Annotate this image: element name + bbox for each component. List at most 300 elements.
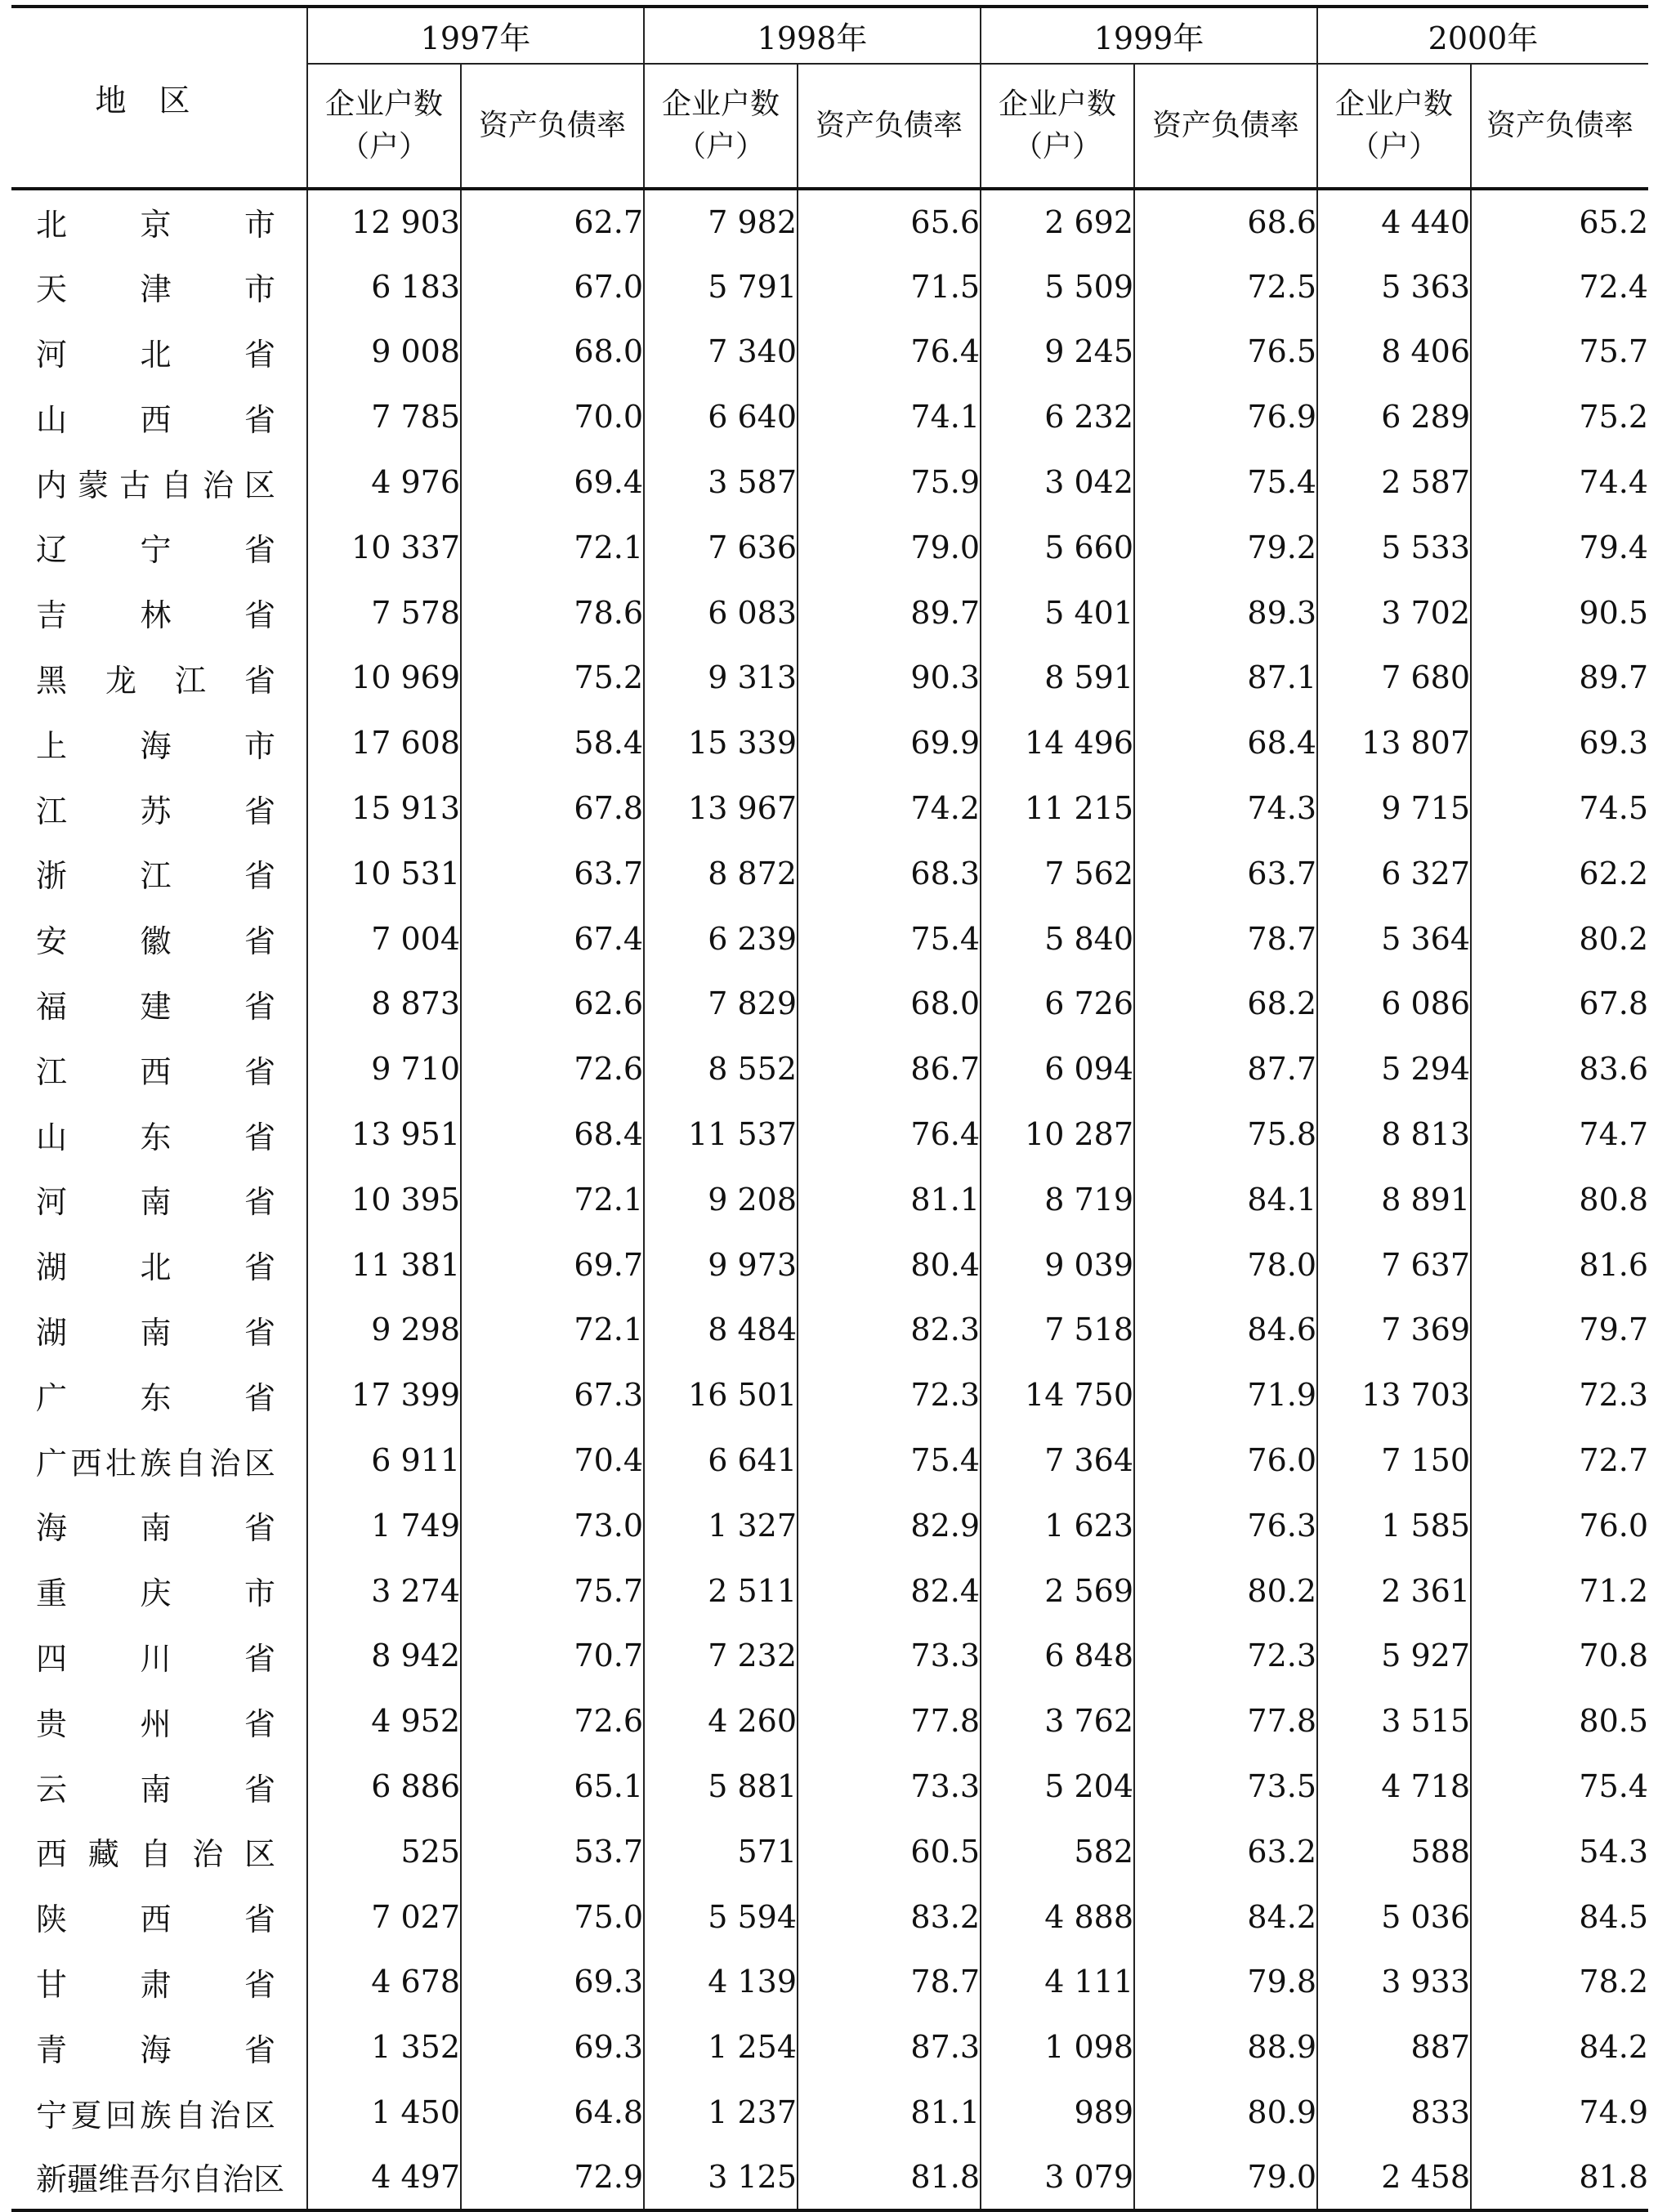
enterprise-count-cell: 7 364: [981, 1428, 1134, 1493]
debt-ratio-cell: 87.1: [1134, 646, 1317, 711]
debt-ratio-cell: 74.2: [798, 775, 981, 841]
enterprise-count-cell: 833: [1317, 2080, 1471, 2145]
region-cell: [11, 449, 307, 515]
debt-ratio-cell: 72.1: [461, 1298, 644, 1363]
debt-ratio-cell: 75.4: [798, 1428, 981, 1493]
enterprise-count-cell: 4 718: [1317, 1754, 1471, 1819]
enterprise-count-cell: 6 640: [644, 384, 798, 449]
region-name: 甘 肃 省: [36, 1966, 275, 2003]
enterprise-count-cell: 8 591: [981, 646, 1134, 711]
enterprise-count-cell: 6 094: [981, 1036, 1134, 1102]
debt-ratio-cell: 69.3: [461, 2014, 644, 2080]
table-row: [11, 841, 1648, 906]
debt-ratio-cell: 75.7: [1471, 320, 1648, 385]
debt-ratio-cell: 89.7: [1471, 646, 1648, 711]
enterprise-count-cell: 6 848: [981, 1624, 1134, 1689]
enterprise-count-cell: 5 660: [981, 515, 1134, 580]
debt-ratio-cell: 75.2: [1471, 384, 1648, 449]
enterprise-count-cell: 7 578: [307, 580, 461, 646]
table-row: [11, 1298, 1648, 1363]
enterprise-count-cell: 4 440: [1317, 189, 1471, 254]
table-row: [11, 1428, 1648, 1493]
enterprise-count-cell: 6 083: [644, 580, 798, 646]
enterprise-count-cell: 9 973: [644, 1232, 798, 1298]
year-header-2000: 2000年: [1317, 7, 1648, 64]
table-row: [11, 189, 1648, 254]
debt-ratio-cell: 73.5: [1134, 1754, 1317, 1819]
debt-ratio-cell: 75.4: [1471, 1754, 1648, 1819]
table-row: [11, 254, 1648, 320]
debt-ratio-cell: 73.3: [798, 1754, 981, 1819]
region-cell: [11, 1036, 307, 1102]
debt-ratio-cell: 74.4: [1471, 449, 1648, 515]
region-cell: [11, 320, 307, 385]
enterprise-count-cell: 6 183: [307, 254, 461, 320]
region-cell: [11, 1754, 307, 1819]
enterprise-count-cell: 6 327: [1317, 841, 1471, 906]
debt-ratio-cell: 78.6: [461, 580, 644, 646]
region-cell: [11, 189, 307, 254]
region-cell: [11, 972, 307, 1037]
enterprise-count-cell: 7 004: [307, 906, 461, 972]
enterprise-count-cell: 9 008: [307, 320, 461, 385]
region-cell: [11, 2145, 307, 2210]
debt-ratio-cell: 68.2: [1134, 972, 1317, 1037]
enterprise-count-cell: 5 881: [644, 1754, 798, 1819]
enterprise-count-cell: 571: [644, 1819, 798, 1884]
debt-ratio-cell: 75.2: [461, 646, 644, 711]
region-name: 山 东 省: [36, 1119, 275, 1155]
debt-ratio-cell: 74.9: [1471, 2080, 1648, 2145]
debt-ratio-cell: 80.2: [1134, 1558, 1317, 1624]
debt-ratio-cell: 69.4: [461, 449, 644, 515]
rate-header: 资产负债率: [798, 64, 981, 189]
table-row: [11, 2145, 1648, 2210]
debt-ratio-cell: 82.3: [798, 1298, 981, 1363]
debt-ratio-cell: 84.2: [1471, 2014, 1648, 2080]
region-cell: [11, 775, 307, 841]
region-cell: [11, 1688, 307, 1754]
debt-ratio-cell: 81.1: [798, 2080, 981, 2145]
region-name: 重 庆 市: [36, 1575, 275, 1612]
enterprise-count-cell: 8 719: [981, 1167, 1134, 1232]
enterprise-count-cell: 2 361: [1317, 1558, 1471, 1624]
enterprise-count-cell: 1 585: [1317, 1493, 1471, 1558]
debt-ratio-cell: 73.3: [798, 1624, 981, 1689]
enterprise-count-cell: 2 569: [981, 1558, 1134, 1624]
enterprise-count-cell: 4 139: [644, 1950, 798, 2015]
count-header: 企业户数 （户）: [307, 64, 461, 189]
enterprise-count-cell: 10 395: [307, 1167, 461, 1232]
region-name: 山 西 省: [36, 401, 275, 438]
enterprise-count-cell: 2 692: [981, 189, 1134, 254]
enterprise-count-cell: 6 641: [644, 1428, 798, 1493]
table-row: [11, 646, 1648, 711]
region-name: 浙 江 省: [36, 858, 275, 895]
enterprise-count-cell: 5 791: [644, 254, 798, 320]
region-name: 广 西 壮 族 自 治 区: [36, 1445, 275, 1481]
enterprise-count-cell: 1 623: [981, 1493, 1134, 1558]
debt-ratio-cell: 67.0: [461, 254, 644, 320]
enterprise-count-cell: 1 098: [981, 2014, 1134, 2080]
debt-ratio-cell: 72.1: [461, 515, 644, 580]
rate-header: 资产负债率: [461, 64, 644, 189]
region-cell: [11, 1884, 307, 1950]
debt-ratio-cell: 75.4: [1134, 449, 1317, 515]
debt-ratio-cell: 68.0: [798, 972, 981, 1037]
debt-ratio-cell: 72.1: [461, 1167, 644, 1232]
year-header-1999: 1999年: [981, 7, 1317, 64]
enterprise-count-cell: 989: [981, 2080, 1134, 2145]
region-name: 河 北 省: [36, 336, 275, 373]
enterprise-count-cell: 9 208: [644, 1167, 798, 1232]
enterprise-count-cell: 7 982: [644, 189, 798, 254]
enterprise-count-cell: 2 587: [1317, 449, 1471, 515]
region-name: 宁 夏 回 族 自 治 区: [36, 2097, 275, 2134]
debt-ratio-cell: 90.3: [798, 646, 981, 711]
table-body: [11, 189, 1648, 2210]
debt-ratio-cell: 72.6: [461, 1688, 644, 1754]
debt-ratio-cell: 69.3: [1471, 710, 1648, 775]
debt-ratio-cell: 78.7: [1134, 906, 1317, 972]
debt-ratio-cell: 79.0: [798, 515, 981, 580]
debt-ratio-cell: 87.7: [1134, 1036, 1317, 1102]
table-row: [11, 1493, 1648, 1558]
region-name: 新 疆 维 吾 尔 自 治 区: [36, 2161, 285, 2198]
table-row: [11, 1036, 1648, 1102]
enterprise-count-cell: 4 952: [307, 1688, 461, 1754]
table-row: [11, 1102, 1648, 1167]
enterprise-count-cell: 9 710: [307, 1036, 461, 1102]
table-row: [11, 1950, 1648, 2015]
debt-ratio-cell: 87.3: [798, 2014, 981, 2080]
region-cell: [11, 1493, 307, 1558]
debt-ratio-cell: 79.4: [1471, 515, 1648, 580]
debt-ratio-cell: 74.3: [1134, 775, 1317, 841]
enterprise-count-cell: 5 533: [1317, 515, 1471, 580]
region-name: 海 南 省: [36, 1510, 275, 1547]
debt-ratio-cell: 77.8: [1134, 1688, 1317, 1754]
debt-ratio-cell: 84.1: [1134, 1167, 1317, 1232]
debt-ratio-cell: 75.4: [798, 906, 981, 972]
enterprise-count-cell: 525: [307, 1819, 461, 1884]
table-row: [11, 1167, 1648, 1232]
enterprise-count-cell: 6 726: [981, 972, 1134, 1037]
region-cell: [11, 1950, 307, 2015]
enterprise-count-cell: 3 515: [1317, 1688, 1471, 1754]
debt-ratio-cell: 68.0: [461, 320, 644, 385]
debt-ratio-cell: 62.7: [461, 189, 644, 254]
table-row: [11, 710, 1648, 775]
enterprise-count-cell: 5 294: [1317, 1036, 1471, 1102]
debt-ratio-cell: 69.7: [461, 1232, 644, 1298]
debt-ratio-cell: 68.4: [1134, 710, 1317, 775]
count-header: 企业户数 （户）: [644, 64, 798, 189]
enterprise-count-cell: 4 260: [644, 1688, 798, 1754]
enterprise-count-cell: 1 352: [307, 2014, 461, 2080]
debt-ratio-cell: 68.4: [461, 1102, 644, 1167]
enterprise-count-cell: 588: [1317, 1819, 1471, 1884]
enterprise-count-cell: 1 450: [307, 2080, 461, 2145]
enterprise-count-cell: 3 274: [307, 1558, 461, 1624]
table-row: [11, 2014, 1648, 2080]
debt-ratio-cell: 67.8: [1471, 972, 1648, 1037]
enterprise-count-cell: 2 511: [644, 1558, 798, 1624]
region-cell: [11, 1624, 307, 1689]
region-name: 云 南 省: [36, 1771, 275, 1808]
debt-ratio-cell: 81.8: [1471, 2145, 1648, 2210]
region-cell: [11, 646, 307, 711]
debt-ratio-cell: 75.9: [798, 449, 981, 515]
enterprise-count-cell: 582: [981, 1819, 1134, 1884]
enterprise-count-cell: 5 401: [981, 580, 1134, 646]
enterprise-count-cell: 1 749: [307, 1493, 461, 1558]
enterprise-count-cell: 10 531: [307, 841, 461, 906]
enterprise-count-cell: 3 762: [981, 1688, 1134, 1754]
debt-ratio-cell: 82.4: [798, 1558, 981, 1624]
debt-ratio-cell: 83.6: [1471, 1036, 1648, 1102]
enterprise-count-cell: 15 339: [644, 710, 798, 775]
debt-ratio-cell: 86.7: [798, 1036, 981, 1102]
table-row: [11, 1884, 1648, 1950]
debt-ratio-cell: 79.7: [1471, 1298, 1648, 1363]
enterprise-count-cell: 7 785: [307, 384, 461, 449]
enterprise-count-cell: 1 327: [644, 1493, 798, 1558]
enterprise-count-cell: 5 363: [1317, 254, 1471, 320]
table-row: [11, 775, 1648, 841]
debt-ratio-cell: 82.9: [798, 1493, 981, 1558]
debt-ratio-cell: 72.4: [1471, 254, 1648, 320]
enterprise-count-cell: 9 313: [644, 646, 798, 711]
enterprise-count-cell: 4 497: [307, 2145, 461, 2210]
enterprise-count-cell: 6 086: [1317, 972, 1471, 1037]
debt-ratio-cell: 62.6: [461, 972, 644, 1037]
enterprise-count-cell: 4 111: [981, 1950, 1134, 2015]
debt-ratio-cell: 76.4: [798, 320, 981, 385]
debt-ratio-cell: 71.9: [1134, 1362, 1317, 1428]
debt-ratio-cell: 79.0: [1134, 2145, 1317, 2210]
region-name: 青 海 省: [36, 2031, 275, 2068]
enterprise-count-cell: 887: [1317, 2014, 1471, 2080]
debt-ratio-cell: 70.0: [461, 384, 644, 449]
region-name: 河 南 省: [36, 1184, 275, 1221]
enterprise-count-cell: 7 027: [307, 1884, 461, 1950]
debt-ratio-cell: 76.4: [798, 1102, 981, 1167]
debt-ratio-cell: 69.9: [798, 710, 981, 775]
enterprise-count-cell: 1 254: [644, 2014, 798, 2080]
enterprise-count-cell: 6 289: [1317, 384, 1471, 449]
debt-ratio-cell: 75.7: [461, 1558, 644, 1624]
enterprise-count-cell: 17 608: [307, 710, 461, 775]
count-header: 企业户数 （户）: [981, 64, 1134, 189]
region-name: 西 藏 自 治 区: [36, 1836, 275, 1873]
enterprise-count-cell: 10 337: [307, 515, 461, 580]
region-cell: [11, 1298, 307, 1363]
debt-ratio-cell: 74.1: [798, 384, 981, 449]
table-row: [11, 1688, 1648, 1754]
debt-ratio-cell: 78.0: [1134, 1232, 1317, 1298]
debt-ratio-cell: 76.3: [1134, 1493, 1317, 1558]
region-cell: [11, 384, 307, 449]
debt-ratio-cell: 65.1: [461, 1754, 644, 1819]
debt-ratio-cell: 67.8: [461, 775, 644, 841]
region-name: 湖 北 省: [36, 1249, 275, 1286]
debt-ratio-cell: 53.7: [461, 1819, 644, 1884]
region-cell: [11, 2014, 307, 2080]
count-header: 企业户数 （户）: [1317, 64, 1471, 189]
debt-ratio-cell: 72.3: [1471, 1362, 1648, 1428]
region-name: 贵 州 省: [36, 1705, 275, 1742]
debt-ratio-cell: 73.0: [461, 1493, 644, 1558]
debt-ratio-cell: 88.9: [1134, 2014, 1317, 2080]
table-row: [11, 1624, 1648, 1689]
enterprise-count-cell: 16 501: [644, 1362, 798, 1428]
enterprise-count-cell: 7 637: [1317, 1232, 1471, 1298]
debt-ratio-cell: 75.8: [1134, 1102, 1317, 1167]
region-name: 广 东 省: [36, 1379, 275, 1416]
debt-ratio-cell: 81.8: [798, 2145, 981, 2210]
region-cell: [11, 1428, 307, 1493]
table-row: [11, 2080, 1648, 2145]
region-name: 陕 西 省: [36, 1901, 275, 1938]
region-name: 天 津 市: [36, 271, 275, 308]
debt-ratio-cell: 80.5: [1471, 1688, 1648, 1754]
enterprise-count-cell: 10 287: [981, 1102, 1134, 1167]
debt-ratio-cell: 72.9: [461, 2145, 644, 2210]
enterprise-count-cell: 2 458: [1317, 2145, 1471, 2210]
debt-ratio-cell: 72.7: [1471, 1428, 1648, 1493]
region-header: 地区: [11, 7, 307, 189]
debt-ratio-cell: 63.7: [1134, 841, 1317, 906]
enterprise-count-cell: 8 873: [307, 972, 461, 1037]
enterprise-count-cell: 7 518: [981, 1298, 1134, 1363]
enterprise-count-cell: 6 886: [307, 1754, 461, 1819]
enterprise-count-cell: 4 976: [307, 449, 461, 515]
debt-ratio-cell: 72.5: [1134, 254, 1317, 320]
rate-header: 资产负债率: [1471, 64, 1648, 189]
enterprise-count-cell: 12 903: [307, 189, 461, 254]
enterprise-count-cell: 11 381: [307, 1232, 461, 1298]
table-row: [11, 449, 1648, 515]
enterprise-count-cell: 3 933: [1317, 1950, 1471, 2015]
debt-ratio-cell: 90.5: [1471, 580, 1648, 646]
rate-header: 资产负债率: [1134, 64, 1317, 189]
enterprise-count-cell: 8 813: [1317, 1102, 1471, 1167]
table-row: [11, 1558, 1648, 1624]
region-name: 黑 龙 江 省: [36, 662, 275, 699]
enterprise-count-cell: 7 232: [644, 1624, 798, 1689]
debt-ratio-cell: 60.5: [798, 1819, 981, 1884]
debt-ratio-cell: 71.5: [798, 254, 981, 320]
enterprise-count-cell: 3 079: [981, 2145, 1134, 2210]
enterprise-count-cell: 15 913: [307, 775, 461, 841]
enterprise-count-cell: 5 509: [981, 254, 1134, 320]
debt-ratio-cell: 70.8: [1471, 1624, 1648, 1689]
enterprise-count-cell: 11 215: [981, 775, 1134, 841]
enterprise-count-cell: 9 715: [1317, 775, 1471, 841]
table-row: [11, 320, 1648, 385]
table-row: [11, 1819, 1648, 1884]
enterprise-count-cell: 7 829: [644, 972, 798, 1037]
region-name: 四 川 省: [36, 1640, 275, 1677]
debt-ratio-cell: 67.4: [461, 906, 644, 972]
enterprise-count-cell: 4 678: [307, 1950, 461, 2015]
enterprise-count-cell: 9 245: [981, 320, 1134, 385]
debt-ratio-cell: 64.8: [461, 2080, 644, 2145]
debt-ratio-cell: 78.2: [1471, 1950, 1648, 2015]
debt-ratio-cell: 84.6: [1134, 1298, 1317, 1363]
debt-ratio-cell: 54.3: [1471, 1819, 1648, 1884]
debt-ratio-cell: 72.6: [461, 1036, 644, 1102]
enterprise-count-cell: 6 911: [307, 1428, 461, 1493]
year-header-1998: 1998年: [644, 7, 981, 64]
region-cell: [11, 710, 307, 775]
region-cell: [11, 906, 307, 972]
debt-ratio-cell: 79.2: [1134, 515, 1317, 580]
data-table: [11, 5, 1648, 2212]
debt-ratio-cell: 62.2: [1471, 841, 1648, 906]
enterprise-count-cell: 13 951: [307, 1102, 461, 1167]
enterprise-count-cell: 8 891: [1317, 1167, 1471, 1232]
enterprise-count-cell: 6 239: [644, 906, 798, 972]
debt-ratio-cell: 84.5: [1471, 1884, 1648, 1950]
region-cell: [11, 1232, 307, 1298]
enterprise-count-cell: 5 840: [981, 906, 1134, 972]
enterprise-count-cell: 8 406: [1317, 320, 1471, 385]
enterprise-count-cell: 10 969: [307, 646, 461, 711]
enterprise-count-cell: 7 150: [1317, 1428, 1471, 1493]
enterprise-count-cell: 8 552: [644, 1036, 798, 1102]
table-row: [11, 906, 1648, 972]
debt-ratio-cell: 58.4: [461, 710, 644, 775]
enterprise-count-cell: 7 680: [1317, 646, 1471, 711]
enterprise-count-cell: 5 204: [981, 1754, 1134, 1819]
region-cell: [11, 1819, 307, 1884]
enterprise-count-cell: 14 750: [981, 1362, 1134, 1428]
debt-ratio-cell: 76.0: [1471, 1493, 1648, 1558]
debt-ratio-cell: 84.2: [1134, 1884, 1317, 1950]
enterprise-count-cell: 13 967: [644, 775, 798, 841]
region-name: 上 海 市: [36, 727, 275, 764]
debt-ratio-cell: 74.5: [1471, 775, 1648, 841]
debt-ratio-cell: 68.6: [1134, 189, 1317, 254]
region-cell: [11, 515, 307, 580]
debt-ratio-cell: 89.7: [798, 580, 981, 646]
debt-ratio-cell: 65.6: [798, 189, 981, 254]
region-name: 湖 南 省: [36, 1314, 275, 1351]
debt-ratio-cell: 65.2: [1471, 189, 1648, 254]
table-row: [11, 1362, 1648, 1428]
enterprise-count-cell: 5 594: [644, 1884, 798, 1950]
debt-ratio-cell: 76.9: [1134, 384, 1317, 449]
enterprise-count-cell: 11 537: [644, 1102, 798, 1167]
enterprise-count-cell: 9 298: [307, 1298, 461, 1363]
enterprise-count-cell: 3 125: [644, 2145, 798, 2210]
debt-ratio-cell: 63.2: [1134, 1819, 1317, 1884]
enterprise-count-cell: 8 872: [644, 841, 798, 906]
debt-ratio-cell: 67.3: [461, 1362, 644, 1428]
debt-ratio-cell: 89.3: [1134, 580, 1317, 646]
region-cell: [11, 580, 307, 646]
region-name: 江 苏 省: [36, 793, 275, 829]
debt-ratio-cell: 72.3: [798, 1362, 981, 1428]
debt-ratio-cell: 74.7: [1471, 1102, 1648, 1167]
enterprise-count-cell: 1 237: [644, 2080, 798, 2145]
region-cell: [11, 841, 307, 906]
table-row: [11, 1754, 1648, 1819]
enterprise-count-cell: 4 888: [981, 1884, 1134, 1950]
region-cell: [11, 1362, 307, 1428]
